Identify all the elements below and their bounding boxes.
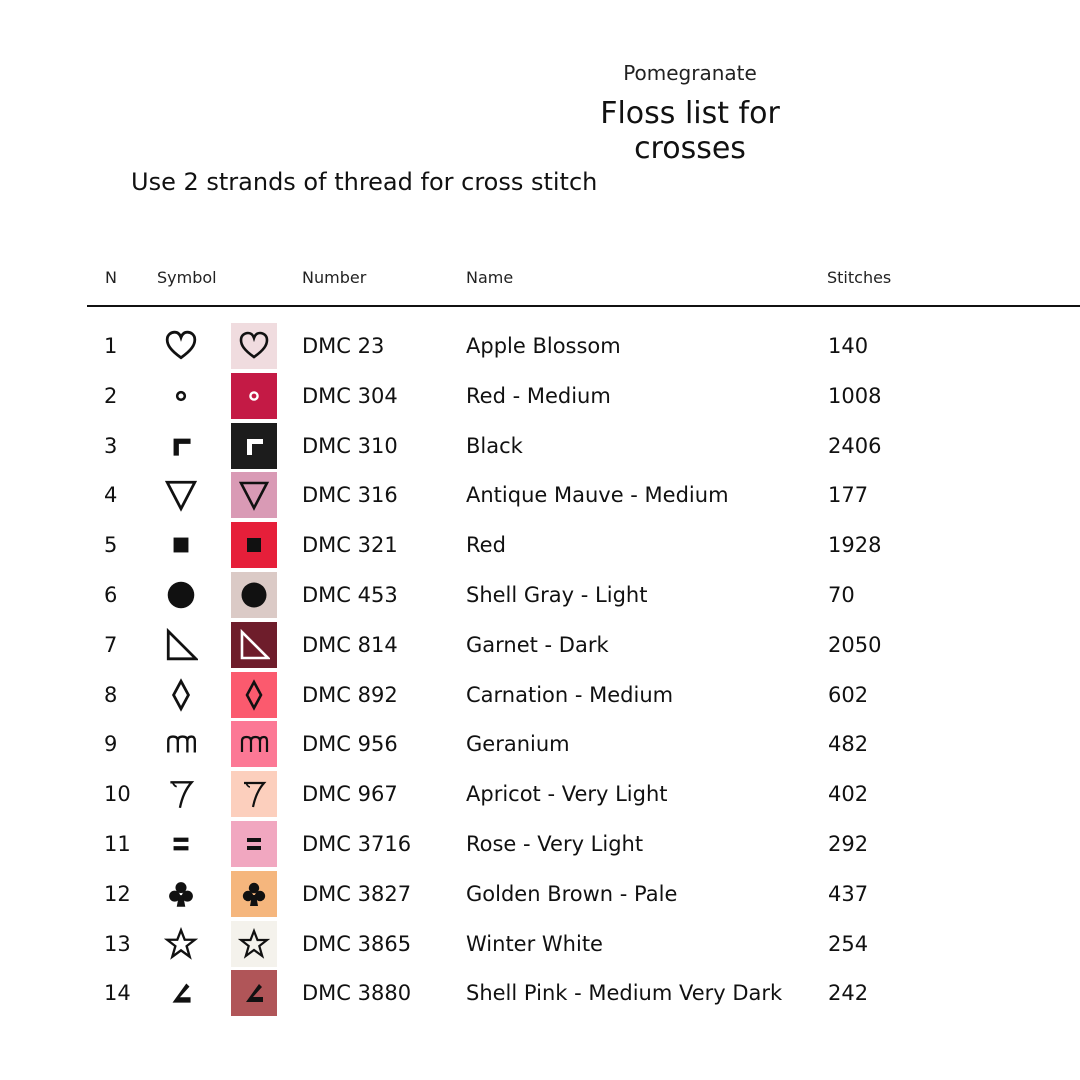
heart-outline-icon xyxy=(156,321,206,371)
color-swatch xyxy=(231,771,277,817)
hook-icon xyxy=(156,968,206,1018)
row-index: 3 xyxy=(104,433,118,458)
stitch-count: 292 xyxy=(828,832,869,856)
circle-filled-icon xyxy=(156,570,206,620)
stitch-count: 402 xyxy=(828,782,869,807)
floss-number: DMC 310 xyxy=(302,433,398,458)
corner-icon xyxy=(156,421,206,471)
right-triangle-outline-icon xyxy=(156,620,206,670)
heart-outline-icon xyxy=(238,330,270,362)
column-header-name: Name xyxy=(466,268,514,287)
column-header-number: Number xyxy=(302,268,367,287)
color-swatch xyxy=(231,721,277,767)
color-swatch xyxy=(231,423,277,469)
row-index: 5 xyxy=(104,533,118,558)
floss-number: DMC 892 xyxy=(302,682,398,707)
table-row xyxy=(0,769,1080,819)
floss-name: Antique Mauve - Medium xyxy=(466,483,729,508)
club-icon xyxy=(238,878,270,910)
stitch-count: 140 xyxy=(828,334,869,358)
table-row xyxy=(0,371,1080,421)
floss-number: DMC 316 xyxy=(302,483,398,508)
triangle-down-outline-icon xyxy=(238,479,270,511)
floss-name: Shell Pink - Medium Very Dark xyxy=(466,981,783,1006)
floss-name: Shell Gray - Light xyxy=(466,583,648,607)
table-row xyxy=(0,819,1080,869)
m-glyph-icon xyxy=(156,719,206,769)
row-index: 7 xyxy=(104,632,118,657)
color-swatch xyxy=(231,871,277,917)
floss-name: Apricot - Very Light xyxy=(466,782,668,807)
table-row xyxy=(0,719,1080,769)
circle-filled-icon xyxy=(238,579,270,611)
stitch-count: 1928 xyxy=(828,533,882,558)
floss-number: DMC 304 xyxy=(302,383,398,408)
m-glyph-icon xyxy=(238,728,270,760)
floss-name: Garnet - Dark xyxy=(466,632,609,657)
floss-number: DMC 814 xyxy=(302,632,398,657)
stitch-count: 242 xyxy=(828,981,869,1006)
row-index: 13 xyxy=(104,931,131,956)
table-row xyxy=(0,421,1080,471)
color-swatch xyxy=(231,323,277,369)
pattern-name: Pomegranate xyxy=(623,61,757,85)
floss-number: DMC 3865 xyxy=(302,931,412,956)
color-swatch xyxy=(231,970,277,1016)
color-swatch xyxy=(231,572,277,618)
column-header-n: N xyxy=(105,268,117,287)
floss-number: DMC 3827 xyxy=(302,881,412,906)
stitch-count: 177 xyxy=(828,483,869,508)
stitch-count: 254 xyxy=(828,931,869,956)
row-index: 12 xyxy=(104,881,131,906)
table-row xyxy=(0,670,1080,720)
row-index: 6 xyxy=(104,583,118,607)
row-index: 2 xyxy=(104,383,118,408)
color-swatch xyxy=(231,622,277,668)
floss-number: DMC 321 xyxy=(302,533,398,558)
table-row xyxy=(0,520,1080,570)
row-index: 14 xyxy=(104,981,131,1006)
row-index: 10 xyxy=(104,782,131,807)
table-row xyxy=(0,869,1080,919)
floss-number: DMC 967 xyxy=(302,782,398,807)
star-outline-icon xyxy=(238,928,270,960)
table-row xyxy=(0,968,1080,1018)
seven-glyph-icon xyxy=(238,778,270,810)
floss-name: Carnation - Medium xyxy=(466,682,674,707)
floss-name: Winter White xyxy=(466,931,603,956)
floss-name: Golden Brown - Pale xyxy=(466,881,678,906)
color-swatch xyxy=(231,472,277,518)
table-row xyxy=(0,620,1080,670)
table-row xyxy=(0,919,1080,969)
floss-name: Black xyxy=(466,433,523,458)
row-index: 4 xyxy=(104,483,118,508)
star-outline-icon xyxy=(156,919,206,969)
seven-glyph-icon xyxy=(156,769,206,819)
page-title: Floss list for crosses xyxy=(600,96,780,166)
header-divider xyxy=(87,305,1080,307)
stitch-count: 2406 xyxy=(828,433,882,458)
column-header-symbol: Symbol xyxy=(157,268,217,287)
column-header-stitches: Stitches xyxy=(827,268,892,287)
square-filled-icon xyxy=(156,520,206,570)
floss-number: DMC 453 xyxy=(302,583,398,607)
table-row xyxy=(0,570,1080,620)
square-filled-icon xyxy=(238,529,270,561)
floss-number: DMC 956 xyxy=(302,732,398,757)
table-row xyxy=(0,321,1080,371)
stitch-count: 1008 xyxy=(828,383,882,408)
stitch-count: 70 xyxy=(828,583,855,607)
row-index: 1 xyxy=(104,334,118,358)
diamond-outline-icon xyxy=(238,679,270,711)
row-index: 9 xyxy=(104,732,118,757)
instruction-text: Use 2 strands of thread for cross stitch xyxy=(131,168,598,196)
triangle-down-outline-icon xyxy=(156,470,206,520)
row-index: 8 xyxy=(104,682,118,707)
color-swatch xyxy=(231,522,277,568)
color-swatch xyxy=(231,672,277,718)
floss-number: DMC 3880 xyxy=(302,981,412,1006)
equals-bars-icon xyxy=(238,828,270,860)
equals-bars-icon xyxy=(156,819,206,869)
corner-icon xyxy=(238,430,270,462)
row-index: 11 xyxy=(104,832,131,856)
stitch-count: 482 xyxy=(828,732,869,757)
diamond-outline-icon xyxy=(156,670,206,720)
right-triangle-outline-icon xyxy=(238,629,270,661)
color-swatch xyxy=(231,821,277,867)
stitch-count: 602 xyxy=(828,682,869,707)
stitch-count: 437 xyxy=(828,881,869,906)
floss-name: Rose - Very Light xyxy=(466,832,644,856)
floss-name: Red xyxy=(466,533,506,558)
floss-number: DMC 3716 xyxy=(302,832,412,856)
floss-number: DMC 23 xyxy=(302,334,385,358)
small-ring-icon xyxy=(238,380,270,412)
color-swatch xyxy=(231,921,277,967)
stitch-count: 2050 xyxy=(828,632,882,657)
floss-name: Red - Medium xyxy=(466,383,611,408)
small-ring-icon xyxy=(156,371,206,421)
floss-name: Apple Blossom xyxy=(466,334,621,358)
hook-icon xyxy=(238,977,270,1009)
club-icon xyxy=(156,869,206,919)
table-row xyxy=(0,470,1080,520)
floss-name: Geranium xyxy=(466,732,570,757)
color-swatch xyxy=(231,373,277,419)
